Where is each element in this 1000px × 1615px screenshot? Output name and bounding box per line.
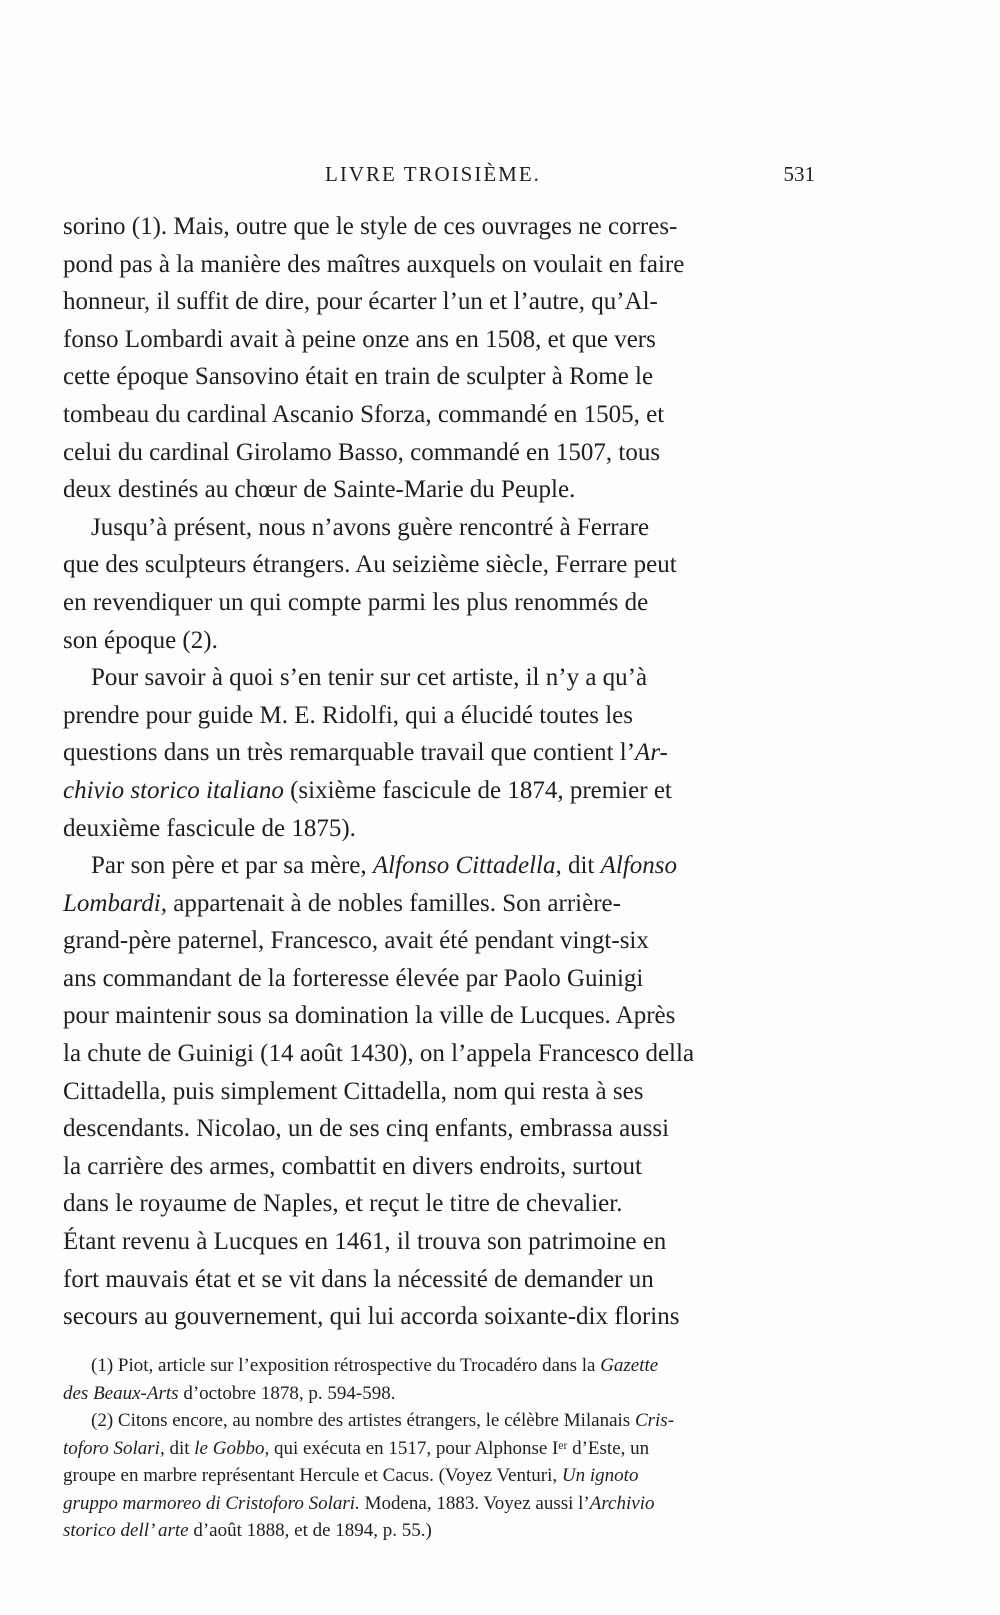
text-line: dans le royaume de Naples, et reçut le titre de chevalier.	[63, 1190, 623, 1218]
running-head	[63, 162, 815, 192]
text-line: la carrière des armes, combattit en divers endroits, surtout	[63, 1152, 642, 1180]
text-line: honneur, il suffit de dire, pour écarter l’un et l’autre, qu’Al-	[63, 288, 658, 316]
text-line	[63, 847, 815, 885]
text-line	[63, 772, 815, 810]
text-line: pond pas à la manière des maîtres auxquels on voulait en faire	[63, 250, 685, 278]
text-run: groupe en marbre représentant Hercule et Cacus. (Voyez Venturi,	[63, 1465, 562, 1486]
text-line: secours au gouvernement, qui lui accorda soixante-dix florins	[63, 1303, 680, 1331]
footnote-line	[63, 1352, 815, 1380]
text-line: Pour savoir à quoi s’en tenir sur cet artiste, il n’y a qu’à	[91, 664, 648, 692]
italic-run: Alfonso	[600, 852, 678, 880]
footnote-line	[63, 1462, 815, 1490]
footnote-line	[63, 1490, 815, 1518]
text-line: deux destinés au chœur de Sainte-Marie du Peuple.	[63, 476, 576, 504]
italic-run: storico dell’ arte	[63, 1520, 189, 1541]
text-line: en revendiquer un qui compte parmi les plus renommés de	[63, 588, 649, 616]
italic-run: chivio storico italiano	[63, 776, 284, 804]
text-line: ans commandant de la forteresse élevée par Paolo Guinigi	[63, 964, 644, 992]
text-line: cette époque Sansovino était en train de sculpter à Rome le	[63, 363, 654, 391]
text-run: Modena, 1883. Voyez aussi l’	[359, 1492, 590, 1514]
italic-run: Lombardi,	[63, 889, 167, 917]
text-line: descendants. Nicolao, un de ses cinq enfants, embrassa aussi	[63, 1115, 670, 1143]
italic-run: Cris-	[634, 1410, 675, 1431]
italic-run: Archivio	[589, 1492, 655, 1514]
body-text	[63, 208, 815, 1336]
chapter-title: LIVRE TROISIÈME.	[325, 162, 541, 186]
italic-run: Alfonso Cittadella,	[372, 852, 562, 880]
text-run: (sixième fascicule de 1874, premier et	[283, 776, 672, 804]
text-line: prendre pour guide M. E. Ridolfi, qui a élucidé toutes les	[63, 701, 634, 729]
text-line: grand-père paternel, Francesco, avait été pendant vingt-six	[63, 927, 649, 955]
text-run: qui exécuta en 1517, pour Alphonse Iᵉʳ d’Este, un	[269, 1437, 650, 1459]
text-run: questions dans un très remarquable travail que contient l’	[63, 739, 636, 767]
footnote-line	[63, 1380, 815, 1408]
page-number: 531	[783, 162, 815, 186]
text-line: que des sculpteurs étrangers. Au seizième siècle, Ferrare peut	[63, 551, 677, 579]
italic-run: des Beaux-Arts	[63, 1382, 179, 1404]
text-line: fort mauvais état et se vit dans la nécessité de demander un	[63, 1265, 654, 1293]
text-line	[63, 885, 815, 923]
footnote-line	[63, 1407, 815, 1435]
italic-run: Un ignoto	[561, 1465, 639, 1486]
text-line	[63, 734, 815, 772]
text-line: Cittadella, puis simplement Cittadella, nom qui resta à ses	[63, 1077, 644, 1105]
text-line: fonso Lombardi avait à peine onze ans en 1508, et que vers	[63, 325, 656, 353]
footnotes	[63, 1352, 815, 1545]
text-run: dit	[561, 852, 601, 880]
italic-run: Gazette	[600, 1355, 659, 1376]
text-line: celui du cardinal Girolamo Basso, commandé en 1507, tous	[63, 438, 661, 466]
text-run: appartenait à de nobles familles. Son arrière-	[166, 889, 621, 917]
text-run: Par son père et par sa mère,	[91, 852, 373, 880]
text-line: tombeau du cardinal Ascanio Sforza, commandé en 1505, et	[63, 400, 665, 428]
text-line: Étant revenu à Lucques en 1461, il trouva son patrimoine en	[63, 1228, 667, 1256]
text-run: d’août 1888, et de 1894, p. 55.)	[188, 1520, 432, 1541]
text-line: son époque (2).	[63, 626, 218, 654]
text-run: dit	[164, 1437, 195, 1459]
text-run: (1) Piot, article sur l’exposition rétrospective du Trocadéro dans la	[91, 1355, 601, 1376]
text-line: Jusqu’à présent, nous n’avons guère rencontré à Ferrare	[91, 513, 650, 541]
footnote-line	[63, 1517, 815, 1545]
text-run: (2) Citons encore, au nombre des artistes étrangers, le célèbre Milanais	[91, 1410, 635, 1431]
text-line: la chute de Guinigi (14 août 1430), on l’appela Francesco della	[63, 1040, 695, 1068]
text-run: d’octobre 1878, p. 594-598.	[178, 1382, 396, 1404]
footnote-line	[63, 1435, 815, 1463]
italic-run: Ar-	[635, 739, 668, 767]
italic-run: gruppo marmoreo di Cristoforo Solari.	[63, 1492, 360, 1514]
italic-run: toforo Solari,	[63, 1437, 165, 1459]
text-line: sorino (1). Mais, outre que le style de ces ouvrages ne corres-	[63, 213, 678, 240]
text-line: deuxième fascicule de 1875).	[63, 814, 356, 842]
text-line: pour maintenir sous sa domination la ville de Lucques. Après	[63, 1002, 676, 1030]
italic-run: le Gobbo,	[194, 1437, 270, 1459]
